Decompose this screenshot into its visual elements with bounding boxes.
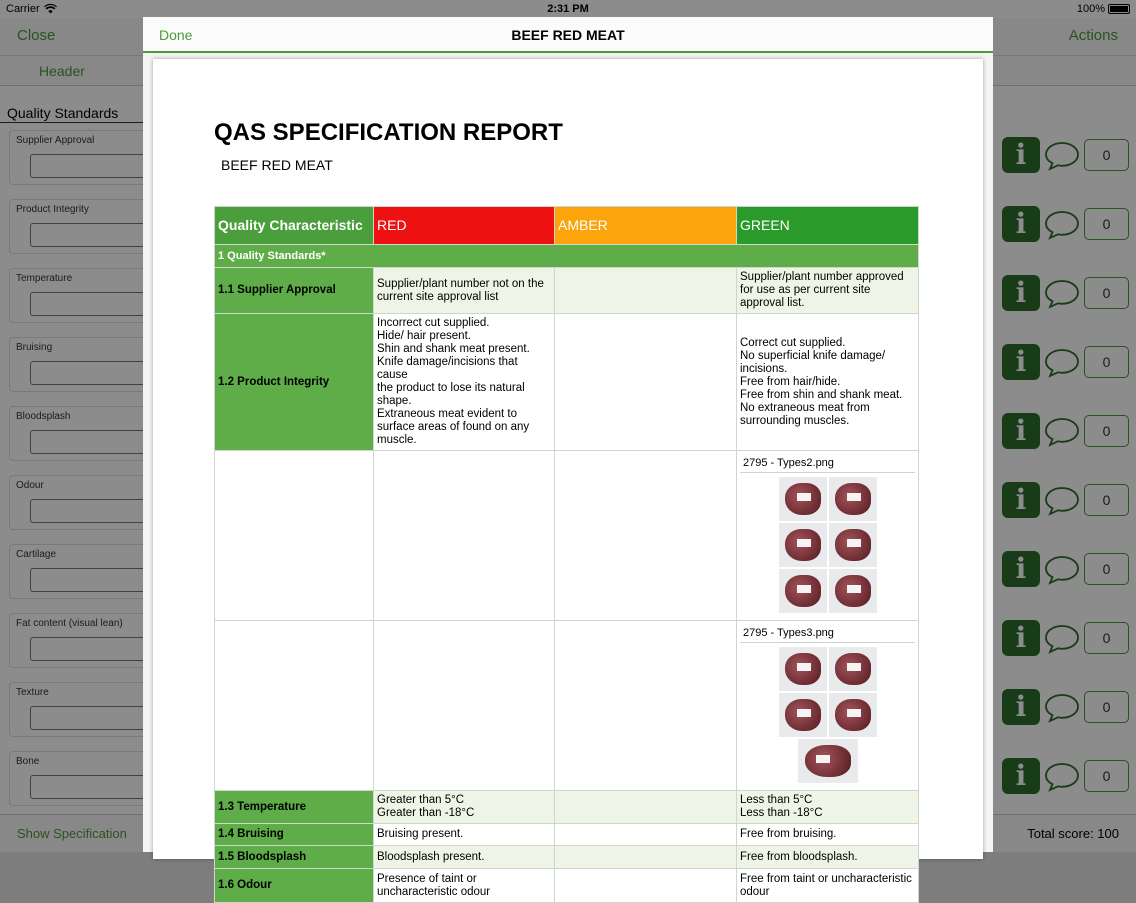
green-cell: Free from taint or uncharacteristic odour [737, 869, 919, 903]
info-button[interactable]: i [1002, 344, 1040, 380]
image-caption: 2795 - Types2.png [740, 454, 915, 473]
meat-photo [779, 523, 827, 567]
info-button[interactable]: i [1002, 137, 1040, 173]
modal-nav-bar [143, 17, 993, 53]
row-name: 1.3 Temperature [215, 791, 374, 824]
info-button[interactable]: i [1002, 551, 1040, 587]
info-button[interactable]: i [1002, 482, 1040, 518]
field-label: Cartilage [16, 549, 57, 560]
meat-photo [829, 477, 877, 521]
header-amber: AMBER [555, 207, 737, 245]
report-document[interactable] [153, 59, 983, 898]
section-label: 1 Quality Standards* [215, 245, 919, 268]
amber-cell [555, 268, 737, 314]
section-row [215, 245, 919, 268]
image-cell [737, 451, 919, 621]
info-button[interactable]: i [1002, 206, 1040, 242]
status-time: 2:31 PM [547, 3, 589, 15]
table-row-temperature [215, 791, 919, 824]
image-caption: 2795 - Types3.png [740, 624, 915, 643]
header-green: GREEN [737, 207, 919, 245]
amber-cell [555, 314, 737, 451]
score-field[interactable]: 0 [1084, 415, 1129, 447]
table-row-bruising [215, 824, 919, 846]
amber-cell [555, 791, 737, 824]
red-cell: Presence of taint or uncharacteristic odour [374, 869, 555, 903]
row-name: 1.5 Bloodsplash [215, 846, 374, 869]
info-button[interactable]: i [1002, 620, 1040, 656]
amber-cell [555, 824, 737, 846]
report-subtitle: BEEF RED MEAT [221, 157, 333, 173]
info-button[interactable]: i [1002, 275, 1040, 311]
red-cell: Supplier/plant number not on the current site approval list [374, 268, 555, 314]
image-cell [737, 621, 919, 791]
amber-cell [555, 869, 737, 903]
row-name: 1.4 Bruising [215, 824, 374, 846]
modal-title: BEEF RED MEAT [511, 27, 625, 43]
meat-photo [829, 647, 877, 691]
table-row-supplier-approval [215, 268, 919, 314]
row-name: 1.6 Odour [215, 869, 374, 903]
table-row-image-types2 [215, 451, 919, 621]
meat-photo [779, 569, 827, 613]
score-field[interactable]: 0 [1084, 346, 1129, 378]
meat-photo [779, 693, 827, 737]
report-title: QAS SPECIFICATION REPORT [214, 119, 563, 146]
green-cell: Less than 5°C Less than -18°C [737, 791, 919, 824]
info-button[interactable]: i [1002, 413, 1040, 449]
score-field[interactable]: 0 [1084, 484, 1129, 516]
score-field[interactable]: 0 [1084, 208, 1129, 240]
table-header-row [215, 207, 919, 245]
field-label: Bloodsplash [16, 411, 71, 422]
field-label: Temperature [16, 273, 73, 284]
field-label: Product Integrity [16, 204, 89, 215]
red-cell: Bloodsplash present. [374, 846, 555, 869]
close-button[interactable]: Close [17, 27, 56, 44]
show-specification-button[interactable]: Show Specification [17, 826, 127, 841]
field-label: Odour [16, 480, 44, 491]
done-button[interactable]: Done [159, 27, 193, 43]
field-label: Supplier Approval [16, 135, 95, 146]
image-types2[interactable] [740, 473, 915, 617]
amber-cell [555, 846, 737, 869]
table-row-image-types3 [215, 621, 919, 791]
info-button[interactable]: i [1002, 758, 1040, 794]
table-row-product-integrity [215, 314, 919, 451]
table-row-bloodsplash [215, 846, 919, 869]
green-cell: Free from bloodsplash. [737, 846, 919, 869]
header-quality-characteristic: Quality Characteristic [215, 207, 374, 245]
score-field[interactable]: 0 [1084, 760, 1129, 792]
red-cell: Greater than 5°C Greater than -18°C [374, 791, 555, 824]
red-cell: Incorrect cut supplied. Hide/ hair present. Shin and shank meat present. Knife damage/incisions that cause the product to lose its natural shape. Extraneous meat evident to surface areas of found on any muscle. [374, 314, 555, 451]
field-label: Bruising [16, 342, 53, 353]
score-field[interactable]: 0 [1084, 553, 1129, 585]
section-title: Quality Standards [7, 105, 119, 121]
specification-table [214, 206, 919, 903]
green-cell: Correct cut supplied. No superficial knife damage/ incisions. Free from hair/hide. Free from shin and shank meat. No extraneous meat from surrounding muscles. [737, 314, 919, 451]
meat-photo [779, 647, 827, 691]
green-cell: Supplier/plant number approved for use as per current site approval list. [737, 268, 919, 314]
table-row-odour [215, 869, 919, 903]
image-types3[interactable] [740, 643, 915, 787]
meat-photo [829, 693, 877, 737]
score-field[interactable]: 0 [1084, 622, 1129, 654]
score-field[interactable]: 0 [1084, 277, 1129, 309]
meat-photo [779, 477, 827, 521]
actions-button[interactable]: Actions [1068, 27, 1118, 44]
score-field[interactable]: 0 [1084, 139, 1129, 171]
field-label: Texture [16, 687, 49, 698]
field-label: Fat content (visual lean) [16, 618, 123, 629]
red-cell: Bruising present. [374, 824, 555, 846]
specification-modal [143, 17, 993, 898]
meat-photo [829, 569, 877, 613]
carrier-label: Carrier [6, 3, 40, 15]
meat-photo [829, 523, 877, 567]
row-name: 1.1 Supplier Approval [215, 268, 374, 314]
tab-header[interactable]: Header [39, 63, 85, 79]
row-name: 1.2 Product Integrity [215, 314, 374, 451]
header-red: RED [374, 207, 555, 245]
info-button[interactable]: i [1002, 689, 1040, 725]
green-cell: Free from bruising. [737, 824, 919, 846]
total-score: Total score: 100 [1027, 826, 1119, 841]
battery-percent: 100% [1076, 3, 1105, 15]
score-field[interactable]: 0 [1084, 691, 1129, 723]
meat-photo [798, 739, 858, 783]
field-label: Bone [16, 756, 40, 767]
